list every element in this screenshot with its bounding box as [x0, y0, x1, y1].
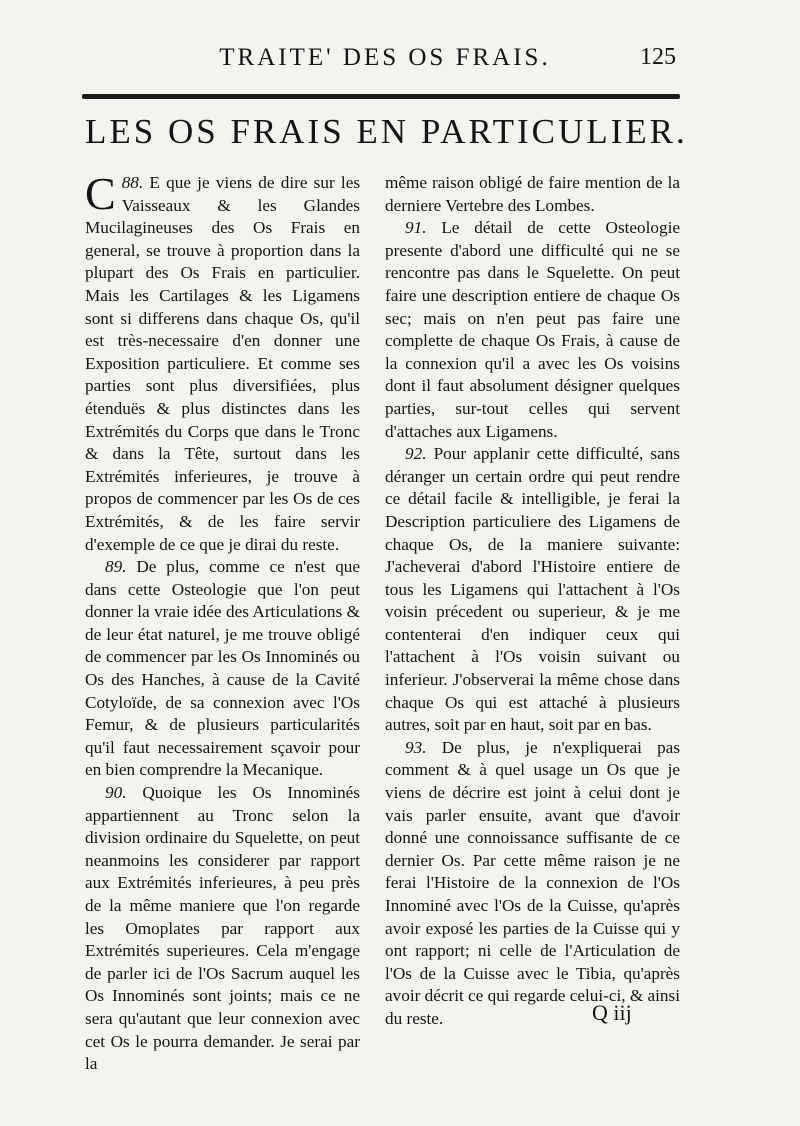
paragraph-number: 88.: [121, 173, 144, 192]
paragraph-88: [85, 168, 361, 556]
drop-cap: C: [85, 168, 116, 219]
signature-mark: Q iij: [592, 1000, 632, 1025]
left-column: [85, 168, 361, 1076]
right-column: [385, 172, 680, 1031]
paragraph-number: 89.: [105, 557, 127, 577]
paragraph-number: 92.: [405, 444, 427, 464]
running-title: TRAITE' DES OS FRAIS.: [219, 44, 551, 71]
paragraph-text: Quoique les Os Innominés appartiennent au Tronc selon la division ordinaire du Squelette, on peut neanmoins les considerer par rapport aux Extrémités inferieures, à peu près de la même maniere que l'on regarde les Omoplates par rapport aux Extrémités superieures. Cela m'engage de parler ici de l'Os Sacrum auquel les Os Innominés sont joints; mais ce ne sera qu'autant que leur connexion avec cet Os le pourra demander. Je serai par la: [85, 783, 360, 1074]
paragraph-90: [85, 782, 360, 1076]
paragraph-text: Le détail de cette Osteologie presente d'abord une difficulté qui ne se rencontre pas dans le Squelette. On peut faire une description entiere de chaque Os sec; mais on n'en peut pas faire une complette de chaque Os Frais, à cause de la connexion qu'il a avec les Os voisins dont il faut absolument désigner quelques parties, sur-tout celles qui servent d'attaches aux Ligamens.: [385, 218, 681, 441]
paragraph-89: [85, 556, 360, 782]
paragraph-text: même raison obligé de faire mention de la derniere Vertebre des Lombes.: [385, 173, 680, 215]
paragraph-number: 93.: [405, 737, 427, 757]
paragraph-text: Pour applanir cette difficulté, sans déranger un certain ordre qui peut rendre ce détail facile & intelligible, je ferai la Description particuliere des Ligamens de chaque Os, de la maniere suivante: J'acheverai d'abord l'Histoire entiere de tous les Ligamens qui l'attachent à l'Os voisin précedent ou superieur, & je me contenterai d'en indiquer ceux qui l'attachent à l'Os voisin suivant ou inferieur. J'observerai la même chose dans chaque Os qui est attaché à plusieurs autres, soit par en haut, soit par en bas.: [385, 444, 680, 735]
paragraph-number: 90.: [105, 783, 127, 803]
paragraph-92: [385, 443, 680, 737]
section-title: LES OS FRAIS EN PARTICULIER.: [85, 112, 688, 151]
paragraph-93: [385, 737, 680, 1031]
header-rule: [82, 94, 680, 99]
page-number: 125: [640, 44, 676, 70]
paragraph-text: De plus, comme ce n'est que dans cette Osteologie que l'on peut donner la vraie idée des Articulations & de leur état naturel, je me trouve obligé de commencer par les Os Innominés ou Os des Hanches, à cause de la Cavité Cotyloïde, de sa connexion avec l'Os Femur, & de plusieurs particularités qu'il faut necessairement sçavoir pour en bien comprendre la Mecanique.: [85, 557, 361, 780]
paragraph-text: De plus, je n'expliquerai pas comment & à quel usage un Os que je viens de décrire est joint à celui dont je vais parler ensuite, avant que d'avoir donné une connoissance suffisante de ce dernier Os. Par cette même raison je ne ferai l'Histoire de la connexion de l'Os Innominé avec l'Os de la Cuisse, qu'après avoir exposé les parties de la Cuisse qui y ont rapport; ni celle de l'Articulation de l'Os de la Cuisse avec le Tibia, qu'après avoir décrit ce qui regarde celui-ci, & ainsi du reste.: [385, 737, 681, 1028]
paragraph-text: E que je viens de dire sur les Vaisseaux & les Glandes Mucilagineuses des Os Frais en general, se trouve à proportion dans la plupart des Os Frais en particulier. Mais les Cartilages & les Ligamens sont si differens dans chaque Os, qu'il est très-necessaire d'en donner une Exposition particuliere. Et comme ses parties sont plus diversifiées, plus étenduës & plus distinctes dans les Extrémités du Corps que dans le Tronc & dans la Tête, surtout dans les Extrémités inferieures, je trouve à propos de commencer par les Os de ces Extrémités, & de les faire servir d'exemple de ce que je dirai du reste.: [85, 173, 361, 554]
paragraph-continuation: [385, 172, 680, 217]
paragraph-number: 91.: [405, 218, 427, 238]
paragraph-91: [385, 217, 680, 443]
